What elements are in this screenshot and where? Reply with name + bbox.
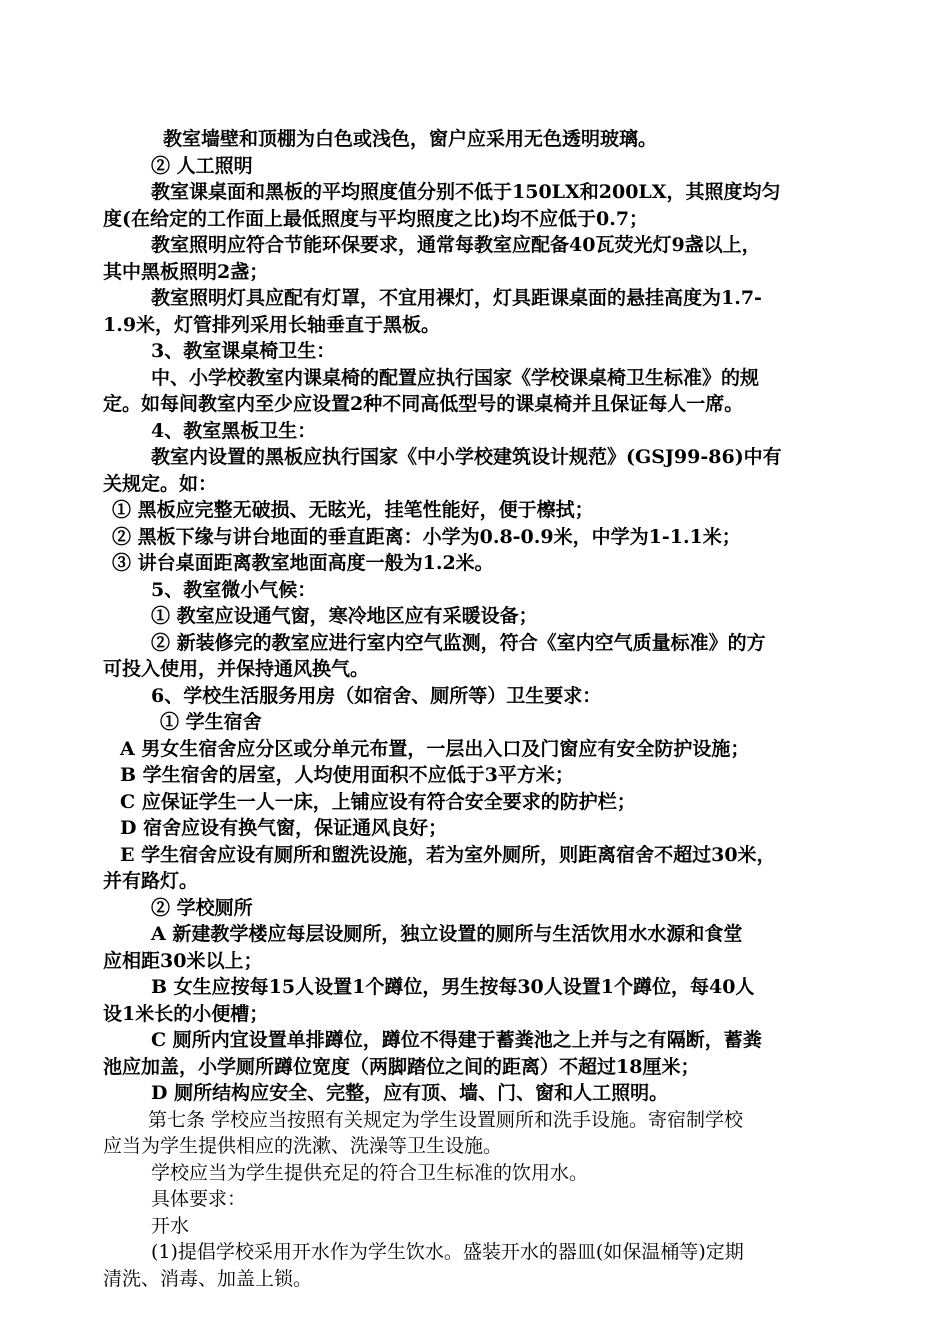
text-line: A 新建教学楼应每层设厕所，独立设置的厕所与生活饮用水水源和食堂 (151, 923, 743, 945)
text-line: ② 人工照明 (151, 155, 253, 177)
text-line: 并有路灯。 (103, 870, 199, 892)
text-line: D 宿舍应设有换气窗，保证通风良好； (120, 817, 448, 839)
text-line: C 厕所内宜设置单排蹲位，蹲位不得建于蓄粪池之上并与之有隔断，蓄粪 (151, 1029, 762, 1051)
text-line: 教室墙壁和顶棚为白色或浅色，窗户应采用无色透明玻璃。 (163, 128, 658, 150)
text-line: (1)提倡学校采用开水作为学生饮水。盛装开水的器皿(如保温桶等)定期 (151, 1241, 744, 1263)
text-line: ② 新装修完的教室应进行室内空气监测，符合《室内空气质量标准》的方 (151, 632, 766, 654)
text-line: ① 教室应设通气窗，寒冷地区应有采暖设备； (151, 605, 538, 627)
text-line: 6、学校生活服务用房（如宿舍、厕所等）卫生要求： (151, 685, 602, 707)
text-line: 第七条 学校应当按照有关规定为学生设置厕所和洗手设施。寄宿制学校 (148, 1109, 744, 1131)
text-line: 定。如每间教室内至少应设置2种不同高低型号的课桌椅并且保证每人一席。 (103, 393, 744, 415)
text-line: 池应加盖，小学厕所蹲位宽度（两脚踏位之间的距离）不超过18厘米； (103, 1056, 700, 1078)
text-line: C 应保证学生一人一床，上铺应设有符合安全要求的防护栏； (120, 791, 636, 813)
text-line: ② 黑板下缘与讲台地面的垂直距离：小学为0.8-0.9米，中学为1-1.1米； (112, 526, 741, 548)
text-line: E 学生宿舍应设有厕所和盥洗设施，若为室外厕所，则距离宿舍不超过30米， (120, 844, 776, 866)
text-line: 教室照明灯具应配有灯罩，不宜用裸灯，灯具距课桌面的悬挂高度为1.7- (151, 287, 762, 309)
text-line: 其中黑板照明2盏； (103, 261, 269, 283)
text-line: 可投入使用，并保持通风换气。 (103, 658, 370, 680)
text-line: 关规定。如： (103, 473, 218, 495)
text-line: 教室内设置的黑板应执行国家《中小学校建筑设计规范》(GSJ99-86)中有 (151, 446, 782, 468)
text-line: ① 黑板应完整无破损、无眩光，挂笔性能好，便于檫拭； (112, 499, 594, 521)
text-line: 教室照明应符合节能环保要求，通常每教室应配备40瓦荧光灯9盏以上， (151, 234, 761, 256)
text-line: ② 学校厕所 (151, 897, 253, 919)
text-line: B 学生宿舍的居室，人均使用面积不应低于3平方米； (120, 764, 574, 786)
text-line: A 男女生宿舍应分区或分单元布置，一层出入口及门窗应有安全防护设施； (120, 738, 750, 760)
text-line: 中、小学校教室内课桌椅的配置应执行国家《学校课桌椅卫生标准》的规 (151, 367, 760, 389)
text-line: 1.9米，灯管排列采用长轴垂直于黑板。 (103, 314, 441, 336)
text-line: 开水 (151, 1215, 190, 1237)
text-line: 学校应当为学生提供充足的符合卫生标准的饮用水。 (151, 1162, 589, 1184)
text-line: 清洗、消毒、加盖上锁。 (103, 1268, 313, 1290)
text-line: 3、教室课桌椅卫生： (151, 340, 336, 362)
text-line: D 厕所结构应安全、完整，应有顶、墙、门、窗和人工照明。 (151, 1082, 669, 1104)
text-line: ③ 讲台桌面距离教室地面高度一般为1.2米。 (112, 552, 494, 574)
text-line: 应当为学生提供相应的洗漱、洗澡等卫生设施。 (103, 1135, 503, 1157)
text-line: 5、教室微小气候： (151, 579, 317, 601)
text-line: 设1米长的小便槽； (103, 1003, 269, 1025)
text-line: 4、教室黑板卫生： (151, 420, 317, 442)
text-line: ① 学生宿舍 (160, 711, 262, 733)
text-line: B 女生应按每15人设置1个蹲位，男生按每30人设置1个蹲位，每40人 (151, 976, 755, 998)
text-line: 具体要求： (151, 1188, 247, 1210)
text-line: 应相距30米以上； (103, 950, 263, 972)
text-line: 教室课桌面和黑板的平均照度值分别不低于150LX和200LX，其照度均匀 (151, 181, 781, 203)
text-line: 度(在给定的工作面上最低照度与平均照度之比)均不应低于0.7； (103, 208, 649, 230)
